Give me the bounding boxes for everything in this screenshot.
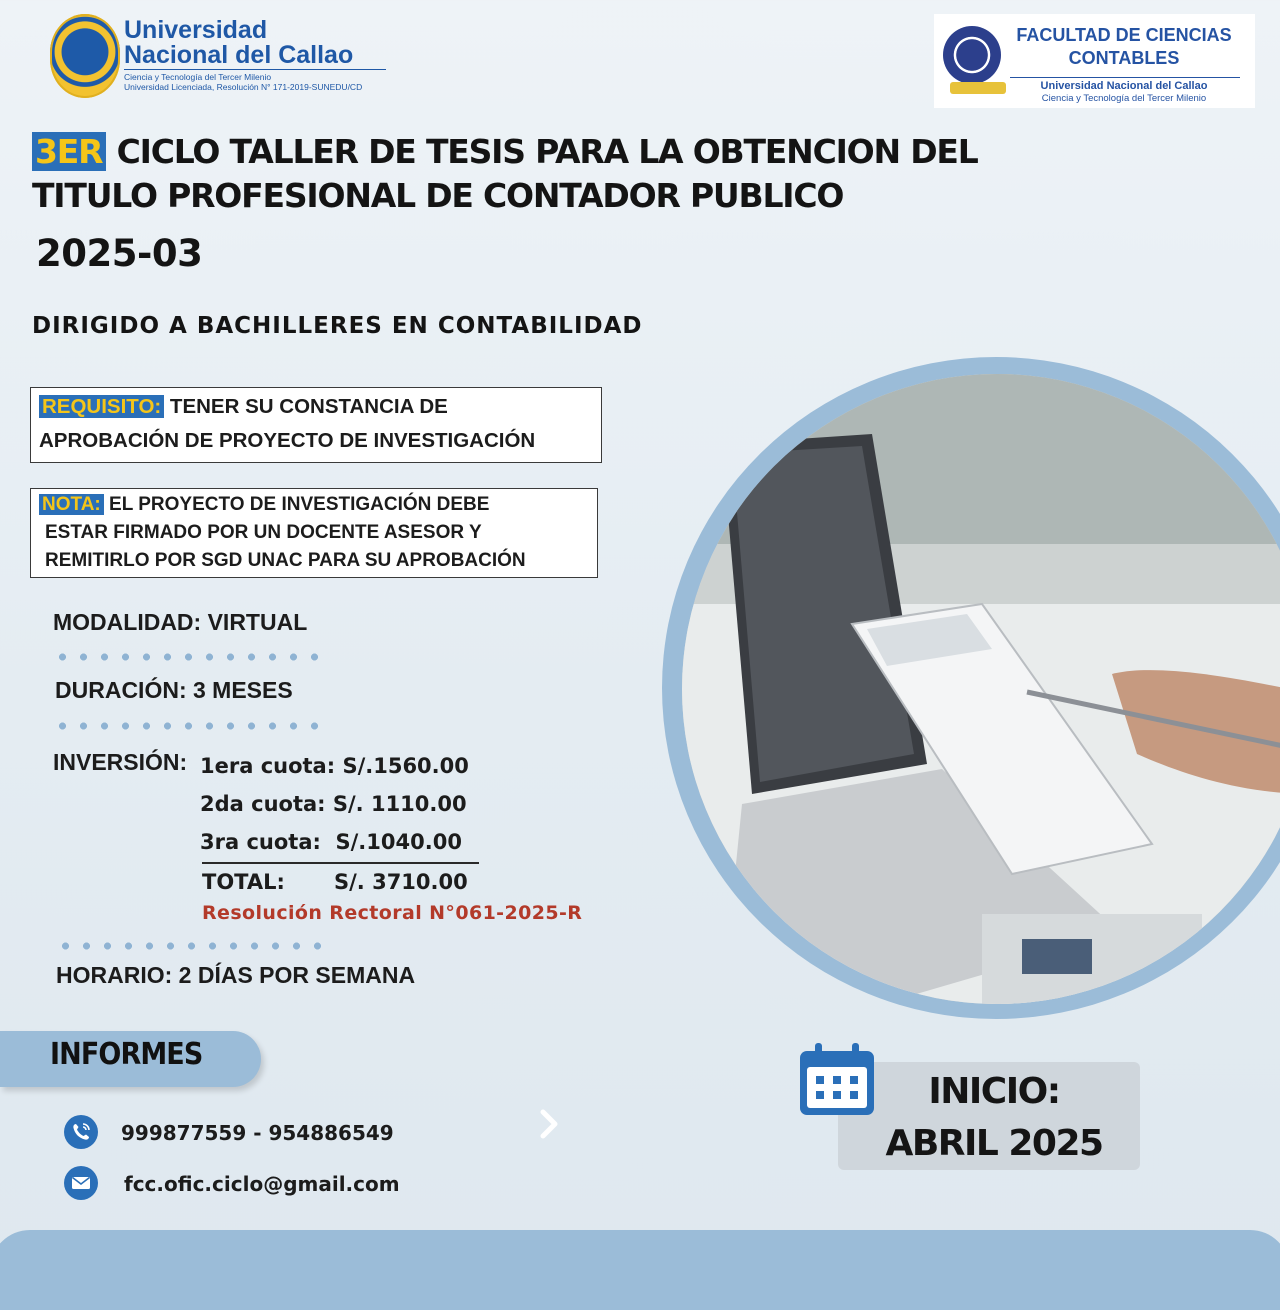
fee-2-label: 2da cuota: [200,792,326,816]
photo-illustration [682,374,1280,1004]
nota-label: NOTA: [39,494,104,515]
duracion: DURACIÓN: 3 MESES [55,677,293,703]
inversion-label: INVERSIÓN: [53,749,188,775]
modalidad: MODALIDAD: VIRTUAL [53,609,308,635]
facultad-university: Universidad Nacional del Callao [1040,80,1208,92]
inicio-line2: ABRIL 2025 [885,1123,1103,1164]
fees-total-rule [202,862,479,864]
unac-divider [124,69,386,70]
horario: HORARIO: 2 DÍAS POR SEMANA [56,962,416,988]
dotted-divider-3 [55,941,325,951]
facultad-motto: Ciencia y Tecnología del Tercer Milenio [1041,93,1207,104]
nota-box [30,488,598,578]
requisito-line1 [39,390,601,424]
fee-3-amount: S/.1040.00 [335,830,462,854]
phone-icon [64,1115,98,1149]
requisito-label: REQUISITO: [39,395,164,418]
nota-text1: EL PROYECTO DE INVESTIGACIÓN DEBE [109,494,490,515]
unac-name-line1: Universidad [124,16,268,44]
audience-heading: DIRIGIDO A BACHILLERES EN CONTABILIDAD [32,313,643,339]
facultad-title-line2: CONTABLES [1068,48,1180,68]
fee-2-amount: S/. 1110.00 [332,792,467,816]
title-line2: TITULO PROFESIONAL DE CONTADOR PUBLICO [32,176,844,215]
requisito-box [30,387,602,463]
nota-line1 [39,491,597,519]
total-label: TOTAL: [202,870,285,894]
fee-2 [200,792,467,816]
requisito-text1: TENER SU CONSTANCIA DE [169,395,448,418]
title-line1-text: CICLO TALLER DE TESIS PARA LA OBTENCION DEL [116,132,978,171]
unac-seal-logo [50,14,120,98]
cycle-year: 2025-03 [36,232,203,275]
calculator-laptop-photo [682,374,1280,1004]
contact-email: fcc.ofic.ciclo@gmail.com [124,1172,400,1196]
resolucion-rectoral: Resolución Rectoral N°061-2025-R [202,902,583,924]
fee-1-label: 1era cuota: [200,754,336,778]
page-title [32,130,978,218]
unac-license: Universidad Licenciada, Resolución N° 171-2019-SUNEDU/CD [124,82,363,92]
nota-text2: ESTAR FIRMADO POR UN DOCENTE ASESOR Y [45,522,482,543]
inicio-text [838,1066,1150,1170]
fee-3-label: 3ra cuota: [200,830,321,854]
fee-3 [200,830,462,854]
facultad-title-line1: FACULTAD DE CIENCIAS [1016,25,1232,45]
title-line1 [32,130,978,174]
total-amount: S/. 3710.00 [334,870,468,894]
nota-text3: REMITIRLO POR SGD UNAC PARA SU APROBACIÓN [45,550,526,571]
informes-title: INFORMES [50,1037,203,1072]
unac-name [124,18,353,68]
dotted-divider-2 [52,721,320,731]
facultad-seal-logo [943,26,1001,84]
requisito-text2: APROBACIÓN DE PROYECTO DE INVESTIGACIÓN [39,429,536,452]
bottom-band [0,1230,1280,1310]
unac-motto: Ciencia y Tecnología del Tercer Milenio [124,72,272,82]
unac-subtitle [124,72,362,92]
facultad-seal-ribbon [950,82,1006,94]
inicio-line1: INICIO: [928,1071,1060,1112]
dotted-divider-1 [52,652,320,662]
fee-1-amount: S/.1560.00 [342,754,469,778]
unac-name-line2: Nacional del Callao [124,41,354,69]
fee-1 [200,754,469,778]
facultad-title [1004,24,1244,70]
contact-phones: 999877559 - 954886549 [121,1121,394,1145]
email-icon [64,1166,98,1200]
cycle-tag: 3ER [32,132,106,171]
chevron-right-icon [540,1104,560,1144]
facultad-divider [1010,77,1240,78]
